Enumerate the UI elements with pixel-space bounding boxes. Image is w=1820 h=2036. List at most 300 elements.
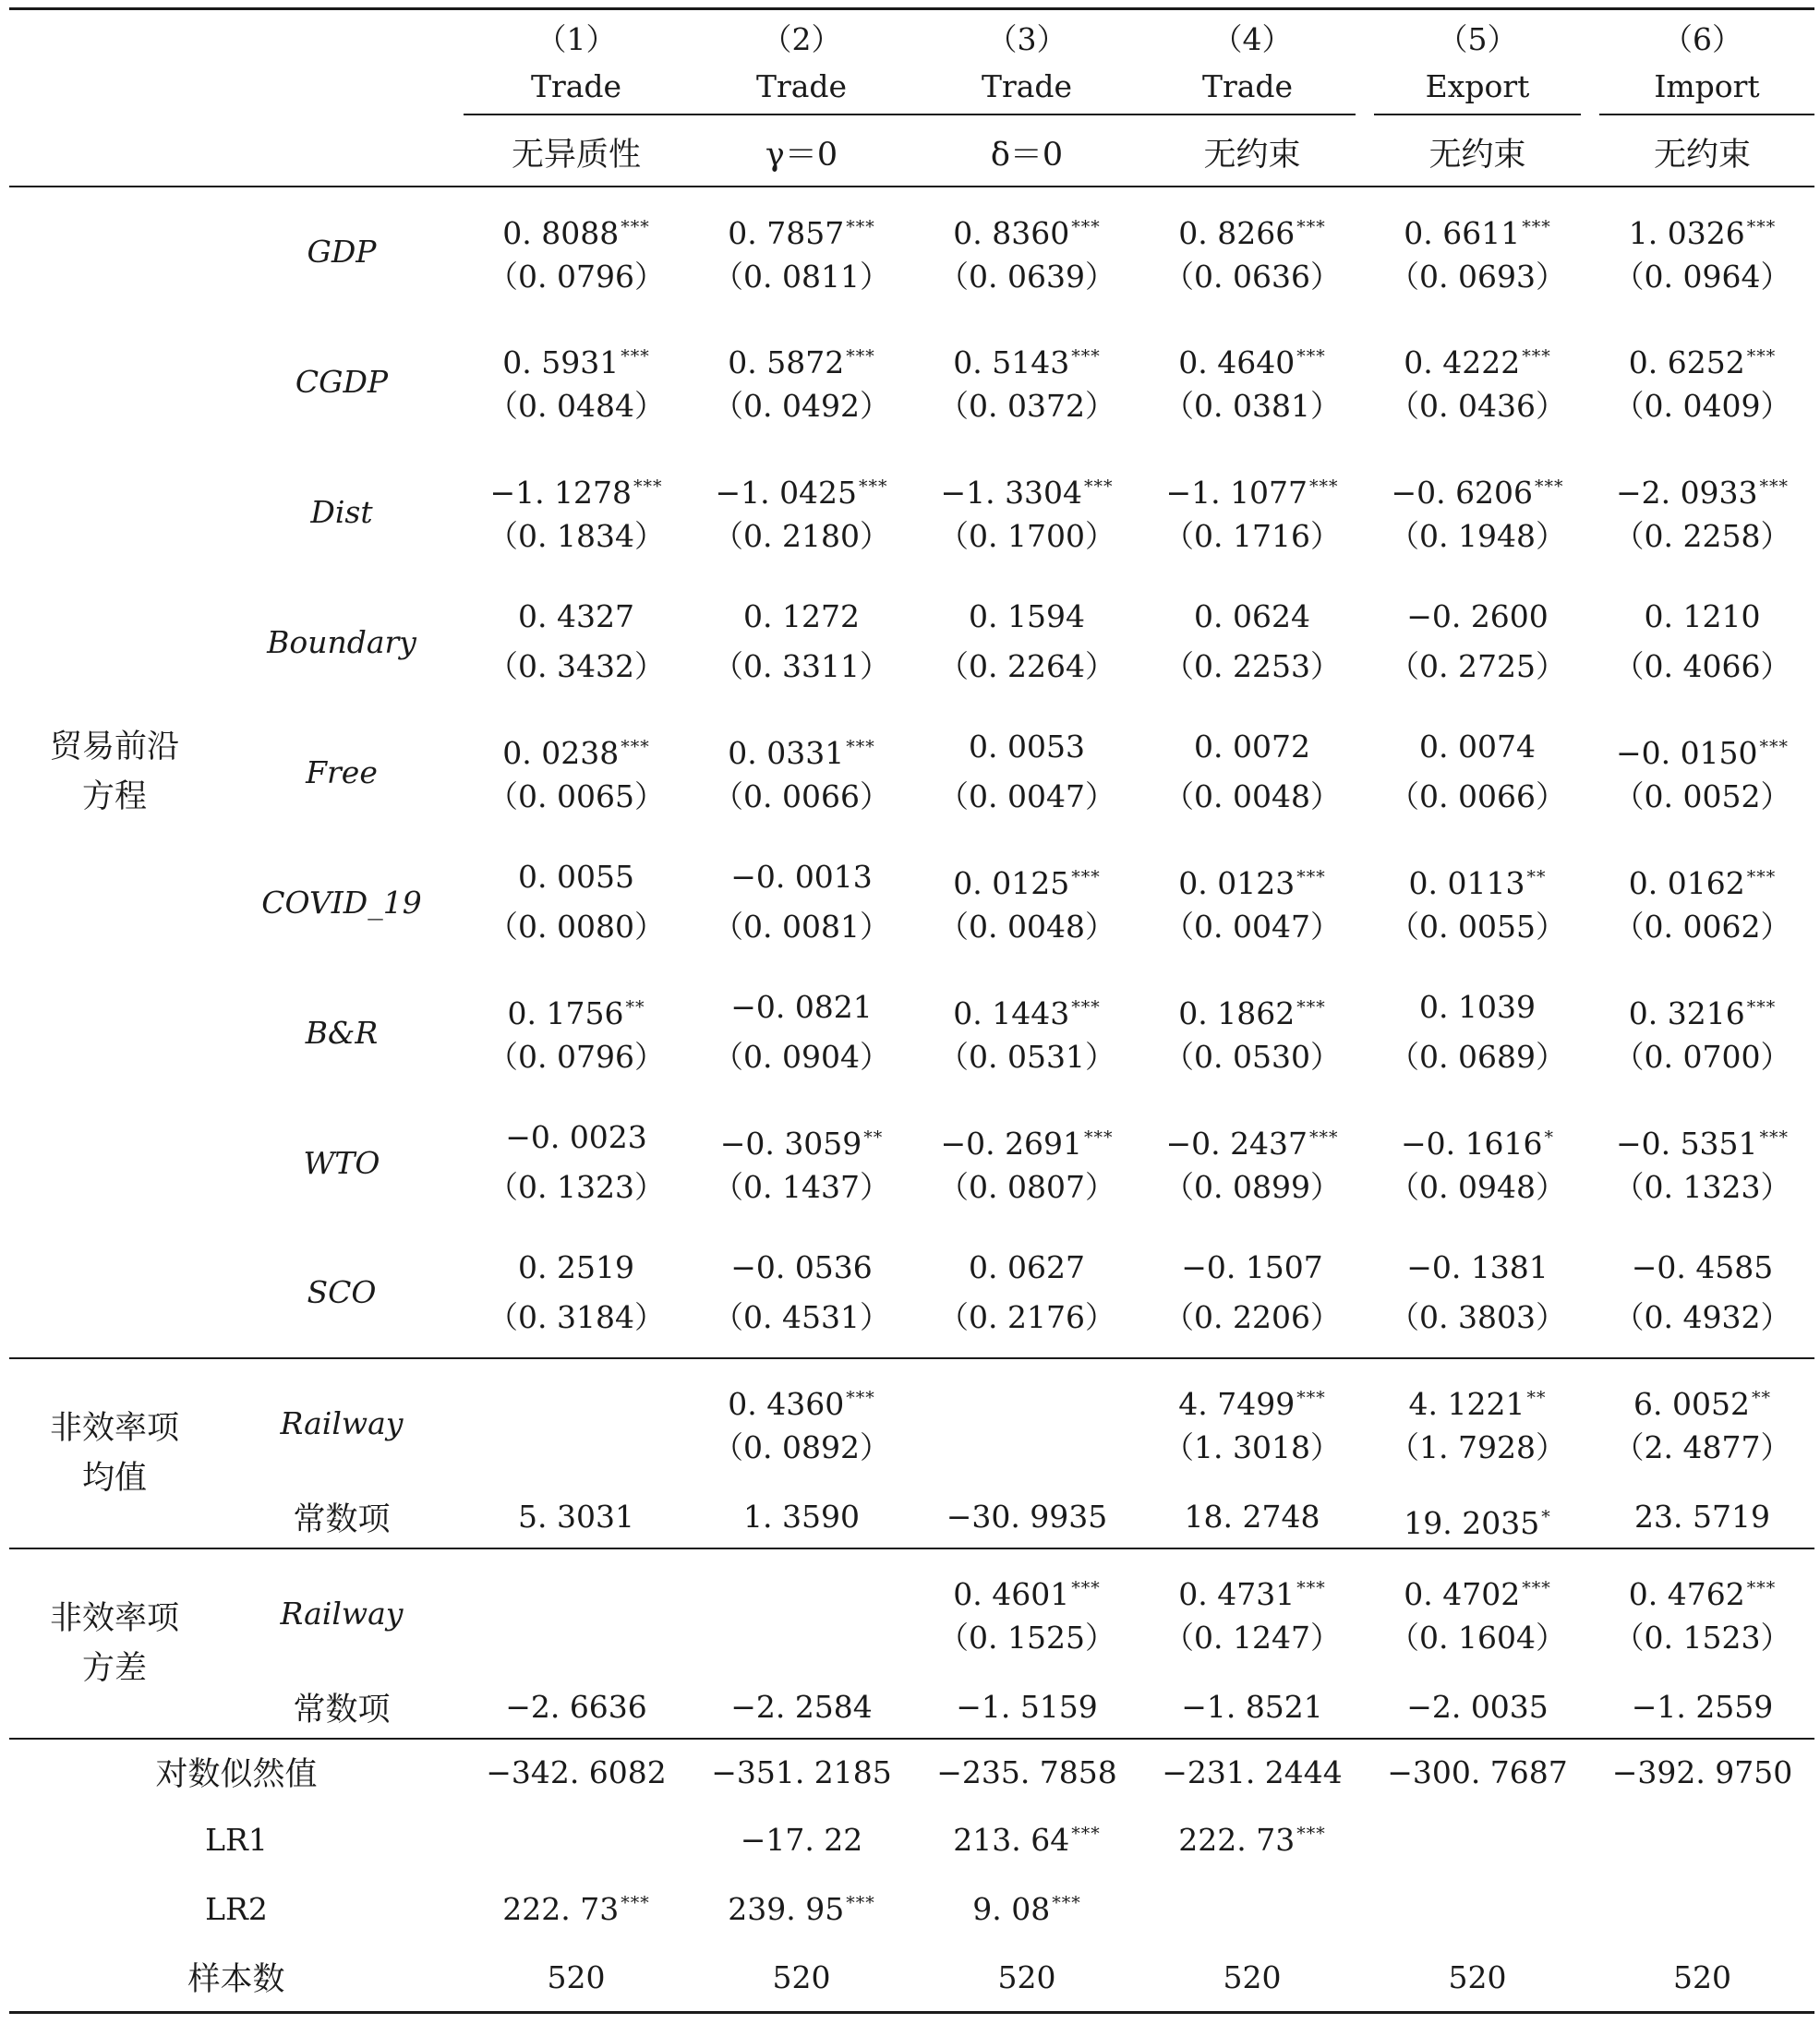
coefficient-value: 4. 1221: [1408, 1386, 1525, 1422]
coefficient-value: 23. 5719: [1634, 1499, 1770, 1535]
coefficient-value: 0. 0113: [1408, 865, 1525, 901]
coefficient-value: −0. 6206: [1391, 475, 1534, 511]
coefficient-value: 0. 5143: [953, 344, 1070, 380]
coefficient: [1590, 722, 1814, 772]
coefficient: [689, 722, 914, 772]
standard-error: （0. 0048）: [1163, 778, 1341, 814]
standard-error: [689, 1613, 914, 1663]
coef-cell: [1590, 1678, 1814, 1739]
coef-cell: [1365, 187, 1590, 317]
standard-error: （0. 0948）: [1389, 1169, 1566, 1205]
standard-error: （0. 0807）: [938, 1169, 1115, 1205]
significance-stars: ***: [621, 346, 650, 367]
statistic-row: [9, 1874, 1814, 1944]
variable-name: Dist: [310, 493, 373, 530]
dependent-variable: [1590, 65, 1814, 120]
coefficient: [1365, 1563, 1590, 1613]
significance-stars: ***: [1746, 867, 1777, 887]
coefficient-value: 0. 0162: [1628, 865, 1745, 901]
header-blank: [220, 9, 464, 65]
significance-stars: ***: [1296, 346, 1326, 367]
significance-stars: **: [863, 1127, 884, 1148]
standard-error: （0. 0796）: [488, 1039, 665, 1075]
coef-cell: [1365, 577, 1590, 707]
group-label-frontier: [9, 187, 220, 1358]
standard-error: （0. 1716）: [1163, 518, 1341, 554]
coefficient: [1365, 1492, 1590, 1542]
coef-cell: [1139, 837, 1365, 968]
coefficient: [1590, 1492, 1814, 1542]
header-blank: [220, 120, 464, 187]
column-number: （6）: [1662, 20, 1742, 57]
frontier-row: [9, 968, 1814, 1098]
coef-cell: [1365, 707, 1590, 837]
statistic-value: [689, 1874, 914, 1944]
significance-stars: ***: [1296, 216, 1326, 237]
standard-error: （0. 2264）: [938, 648, 1115, 684]
inefficiency-variance-row: [9, 1548, 1814, 1678]
coef-cell: [464, 1678, 689, 1739]
statistic-value: [689, 1739, 914, 1805]
coefficient: [1139, 1243, 1365, 1293]
standard-error: （0. 2725）: [1389, 648, 1566, 684]
significance-stars: ***: [846, 737, 875, 757]
coefficient: [689, 1492, 914, 1542]
significance-stars: ***: [1535, 476, 1564, 497]
coef-cell: [1365, 1548, 1590, 1678]
coefficient: [1139, 1563, 1365, 1613]
coef-cell: [1139, 707, 1365, 837]
coefficient-value: 0. 7857: [728, 214, 845, 251]
coefficient: [1365, 852, 1590, 902]
dependent-variable: [1139, 65, 1365, 120]
frontier-row: [9, 577, 1814, 707]
coefficient-value: −0. 4585: [1631, 1248, 1774, 1285]
variable-name: WTO: [303, 1144, 380, 1181]
coefficient: [464, 1682, 689, 1732]
coef-cell: [464, 187, 689, 317]
coefficient-value: 0. 1756: [507, 995, 624, 1031]
significance-stars: ***: [1071, 216, 1101, 237]
coefficient: [689, 852, 914, 902]
coef-cell: [464, 1228, 689, 1358]
statistic-value: [1590, 1944, 1814, 2013]
coefficient-value: 0. 0125: [953, 865, 1070, 901]
frontier-row: [9, 187, 1814, 317]
header-blank: [9, 120, 220, 187]
coef-cell: [689, 1228, 914, 1358]
statistic-number: −231. 2444: [1162, 1753, 1343, 1790]
constraint-label: 无约束: [1653, 137, 1751, 174]
coefficient: [914, 331, 1139, 381]
coefficient-value: 0. 0055: [518, 859, 634, 895]
coefficient: [1365, 722, 1590, 772]
variable-name: Free: [306, 753, 378, 790]
standard-error: （0. 0436）: [1389, 388, 1566, 424]
coefficient-value: 0. 0624: [1194, 598, 1310, 634]
coef-cell: [689, 447, 914, 577]
statistic-value: [1139, 1874, 1365, 1944]
coef-cell: [914, 1488, 1139, 1548]
coef-cell: [464, 447, 689, 577]
coef-cell: [914, 837, 1139, 968]
coef-cell: [914, 1548, 1139, 1678]
coef-cell: [464, 1098, 689, 1228]
standard-error: （0. 0381）: [1163, 388, 1341, 424]
coef-cell: [1365, 837, 1590, 968]
statistic-value: [1365, 1739, 1590, 1805]
statistic-number: 222. 73: [1178, 1821, 1296, 1858]
coef-cell: [1139, 1678, 1365, 1739]
coef-cell: [1139, 1358, 1365, 1488]
coefficient-value: 0. 5931: [502, 344, 620, 380]
standard-error: （0. 1700）: [938, 518, 1115, 554]
coefficient-value: 0. 1210: [1644, 598, 1761, 634]
coefficient: [1365, 592, 1590, 642]
inefficiency-mean-row: [9, 1358, 1814, 1488]
coefficient-value: 0. 0331: [728, 735, 845, 771]
coefficient-value: 0. 4731: [1178, 1576, 1296, 1612]
coefficient-value: 0. 2519: [518, 1248, 634, 1285]
coefficient-value: 0. 4762: [1628, 1576, 1745, 1612]
frontier-row: [9, 1098, 1814, 1228]
coefficient-value: −1. 2559: [1631, 1689, 1774, 1725]
coefficient-value: 6. 0052: [1633, 1386, 1750, 1422]
dependent-variable: [1365, 65, 1590, 120]
group-label-line: 均值: [81, 1459, 147, 1497]
coefficient: [464, 331, 689, 381]
coefficient: [1590, 1113, 1814, 1163]
coefficient: [464, 592, 689, 642]
standard-error: [464, 1613, 689, 1663]
statistic-value: [689, 1944, 914, 2013]
statistic-value: [1139, 1805, 1365, 1874]
column-number: （3）: [986, 20, 1067, 57]
coef-cell: [464, 707, 689, 837]
standard-error: （0. 0904）: [713, 1039, 890, 1075]
variable-name: Railway: [280, 1595, 404, 1632]
statistic-value: [464, 1739, 689, 1805]
coefficient: [1139, 462, 1365, 512]
coef-cell: [464, 1358, 689, 1488]
variable-name: Railway: [280, 1404, 404, 1441]
coef-cell: [689, 317, 914, 447]
coefficient: [464, 1243, 689, 1293]
coefficient: [914, 1563, 1139, 1613]
coefficient-value: −2. 2584: [730, 1689, 873, 1725]
coef-cell: [1139, 1488, 1365, 1548]
coef-cell: [1365, 1228, 1590, 1358]
coefficient: [1139, 202, 1365, 252]
statistic-value: [1139, 1739, 1365, 1805]
statistic-value: [689, 1805, 914, 1874]
significance-stars: ***: [1071, 997, 1101, 1018]
coefficient-value: 0. 0123: [1178, 865, 1296, 901]
coefficient-value: −0. 0023: [505, 1119, 647, 1155]
dependent-variable-label: Trade: [530, 68, 622, 104]
statistic-number: −300. 7687: [1387, 1753, 1568, 1790]
header-blank: [9, 65, 220, 120]
coef-cell: [464, 1548, 689, 1678]
standard-error: （0. 0052）: [1613, 778, 1791, 814]
coef-cell: [1365, 1678, 1590, 1739]
coefficient: [1139, 982, 1365, 1032]
dependent-underline: [689, 68, 914, 115]
coefficient: [914, 1492, 1139, 1542]
coefficient-value: 18. 2748: [1184, 1499, 1320, 1535]
coefficient-value: 0. 4222: [1404, 344, 1521, 380]
coef-cell: [1590, 1098, 1814, 1228]
frontier-row: [9, 837, 1814, 968]
coef-cell: [914, 317, 1139, 447]
group-label-line: 方差: [81, 1649, 147, 1687]
header-blank: [220, 65, 464, 120]
standard-error: （0. 1525）: [938, 1620, 1115, 1656]
coefficient: [1365, 1373, 1590, 1423]
standard-error: （0. 0892）: [713, 1429, 890, 1465]
coef-cell: [464, 577, 689, 707]
coefficient: [914, 722, 1139, 772]
coefficient: [464, 722, 689, 772]
standard-error: （0. 0047）: [1163, 909, 1341, 945]
frontier-row: [9, 707, 1814, 837]
dependent-underline: [914, 68, 1139, 115]
coefficient: [914, 202, 1139, 252]
coefficient-value: 0. 1272: [743, 598, 860, 634]
standard-error: （0. 0689）: [1389, 1039, 1566, 1075]
coefficient-value: 0. 3216: [1628, 995, 1745, 1031]
standard-error: （0. 3803）: [1389, 1298, 1566, 1335]
significance-stars: ***: [1084, 1127, 1114, 1148]
significance-stars: ***: [621, 737, 650, 757]
header-row-numbers: [9, 9, 1814, 65]
standard-error: （0. 0700）: [1613, 1039, 1791, 1075]
coef-cell: [1139, 577, 1365, 707]
coefficient: [1590, 852, 1814, 902]
header-row-dependent: [9, 65, 1814, 120]
significance-stars: ***: [1522, 346, 1551, 367]
statistic-number: 222. 73: [502, 1890, 620, 1927]
statistic-value: [1590, 1739, 1814, 1805]
coefficient-value: 0. 8360: [953, 214, 1070, 251]
significance-stars: ***: [1522, 216, 1551, 237]
coefficient-value: −2. 0933: [1615, 475, 1758, 511]
coef-cell: [464, 317, 689, 447]
standard-error: （0. 0492）: [713, 388, 890, 424]
constraint-label: 无约束: [1428, 137, 1526, 174]
significance-stars: ***: [1522, 1578, 1551, 1598]
statistic-row: [9, 1739, 1814, 1805]
constraint-label: δ＝0: [990, 137, 1064, 174]
coefficient: [464, 982, 689, 1032]
standard-error: （0. 0066）: [1389, 778, 1566, 814]
standard-error: （0. 4066）: [1613, 648, 1791, 684]
standard-error: （0. 0899）: [1163, 1169, 1341, 1205]
significance-stars: ***: [859, 476, 888, 497]
statistic-value: [464, 1944, 689, 2013]
statistic-number: 213. 64: [953, 1821, 1070, 1858]
coefficient-value: −0. 2600: [1406, 598, 1549, 634]
coef-cell: [1139, 317, 1365, 447]
statistic-number: −342. 6082: [486, 1753, 667, 1790]
statistic-number: 520: [997, 1958, 1056, 1995]
coef-cell: [689, 1358, 914, 1488]
coefficient: [914, 852, 1139, 902]
coefficient: [1139, 1373, 1365, 1423]
group-label-line: 非效率项: [49, 1599, 179, 1637]
coefficient: [1139, 1113, 1365, 1163]
coefficient: [689, 982, 914, 1032]
standard-error: （0. 0062）: [1613, 909, 1791, 945]
significance-stars: ***: [1296, 1578, 1326, 1598]
coef-cell: [689, 1098, 914, 1228]
group-label-line: 非效率项: [49, 1409, 179, 1447]
statistic-number: 9. 08: [972, 1890, 1051, 1927]
constraint-label: 无异质性: [511, 137, 641, 174]
statistic-number: 520: [1448, 1958, 1507, 1995]
coefficient-value: 0. 0053: [969, 729, 1085, 765]
coefficient: [1365, 1682, 1590, 1732]
variable-name: Boundary: [267, 623, 416, 660]
coefficient: [1590, 1243, 1814, 1293]
standard-error: （0. 0048）: [938, 909, 1115, 945]
coefficient-value: 0. 0627: [969, 1248, 1085, 1285]
statistic-value: [914, 1874, 1139, 1944]
standard-error: （0. 0693）: [1389, 258, 1566, 295]
coefficient: [914, 1373, 1139, 1423]
coefficient-value: 0. 1443: [953, 995, 1070, 1031]
coefficient: [464, 1563, 689, 1613]
coefficient-value: 0. 1862: [1178, 995, 1296, 1031]
significance-stars: *: [1544, 1127, 1555, 1148]
coefficient-value: −0. 2437: [1165, 1126, 1308, 1162]
coefficient-value: −1. 3304: [940, 475, 1083, 511]
coefficient: [464, 202, 689, 252]
significance-stars: ***: [1309, 476, 1339, 497]
standard-error: （0. 0409）: [1613, 388, 1791, 424]
coefficient-value: 0. 4327: [518, 598, 634, 634]
coefficient-value: −0. 1616: [1400, 1126, 1543, 1162]
statistic-label: LR2: [205, 1890, 268, 1927]
coef-cell: [1365, 1488, 1590, 1548]
statistic-number: −235. 7858: [936, 1753, 1117, 1790]
coefficient: [1590, 592, 1814, 642]
variable-name: 常数项: [293, 1501, 391, 1538]
significance-stars: ***: [846, 216, 875, 237]
coefficient: [1365, 202, 1590, 252]
standard-error: （0. 1323）: [488, 1169, 665, 1205]
column-number: （2）: [761, 20, 842, 57]
coef-cell: [914, 187, 1139, 317]
dependent-variable-label: Trade: [755, 68, 848, 104]
coef-cell: [1139, 187, 1365, 317]
constraint-label: 无约束: [1203, 137, 1301, 174]
coef-cell: [914, 447, 1139, 577]
dependent-variable-label: Export: [1425, 68, 1530, 104]
group-label-line: 贸易前沿: [49, 729, 179, 765]
statistic-value: [914, 1944, 1139, 2013]
coefficient-value: 0. 4640: [1178, 344, 1296, 380]
significance-stars: **: [1526, 867, 1547, 887]
coefficient: [464, 1373, 689, 1423]
standard-error: （0. 0964）: [1613, 258, 1791, 295]
coef-cell: [1139, 968, 1365, 1098]
group-label-mean: [9, 1358, 220, 1548]
coef-cell: [1590, 1548, 1814, 1678]
statistic-value: [464, 1874, 689, 1944]
dependent-variable: [464, 65, 689, 120]
coefficient: [689, 1563, 914, 1613]
dependent-variable-label: Trade: [1201, 68, 1294, 104]
standard-error: （0. 1437）: [713, 1169, 890, 1205]
significance-stars: ***: [1759, 737, 1790, 757]
significance-stars: ***: [846, 1892, 875, 1913]
coef-cell: [689, 1548, 914, 1678]
statistic-number: 520: [547, 1958, 606, 1995]
coefficient-value: −0. 2691: [940, 1126, 1083, 1162]
statistic-value: [1590, 1805, 1814, 1874]
coef-cell: [1365, 317, 1590, 447]
coefficient-value: −2. 6636: [505, 1689, 647, 1725]
coefficient-value: −0. 1381: [1406, 1248, 1549, 1285]
statistic-number: −351. 2185: [711, 1753, 892, 1790]
coefficient-value: −1. 1077: [1165, 475, 1308, 511]
coefficient-value: −0. 3059: [719, 1126, 862, 1162]
significance-stars: ***: [1759, 1127, 1790, 1148]
coef-cell: [914, 1228, 1139, 1358]
coefficient: [1139, 592, 1365, 642]
inefficiency-variance-row: [9, 1678, 1814, 1739]
header-row-constraint: [9, 120, 1814, 187]
coefficient-value: 0. 6611: [1404, 214, 1521, 251]
statistic-row: [9, 1944, 1814, 2013]
statistic-label: 样本数: [187, 1961, 285, 1999]
coef-cell: [464, 1488, 689, 1548]
coefficient-value: 1. 3590: [743, 1499, 860, 1535]
frontier-row: [9, 317, 1814, 447]
coefficient-value: −1. 0425: [715, 475, 858, 511]
coefficient-value: 19. 2035: [1404, 1505, 1540, 1541]
significance-stars: ***: [1746, 346, 1777, 367]
coef-cell: [1590, 707, 1814, 837]
standard-error: （0. 2258）: [1613, 518, 1791, 554]
coef-cell: [464, 837, 689, 968]
coefficient: [1365, 1113, 1590, 1163]
header-blank: [9, 9, 220, 65]
regression-table: [9, 7, 1814, 2014]
coef-cell: [1590, 317, 1814, 447]
standard-error: （0. 0636）: [1163, 258, 1341, 295]
coefficient: [1139, 1682, 1365, 1732]
dependent-variable-label: Import: [1654, 68, 1760, 104]
standard-error: [464, 1423, 689, 1473]
variable-name: COVID_19: [261, 884, 422, 921]
significance-stars: ***: [1296, 867, 1326, 887]
coefficient: [1590, 1563, 1814, 1613]
standard-error: （0. 0081）: [713, 909, 890, 945]
coefficient-value: 0. 8266: [1178, 214, 1296, 251]
coefficient: [689, 331, 914, 381]
coefficient: [689, 202, 914, 252]
variable-name: CGDP: [295, 363, 389, 400]
coefficient-value: 0. 5872: [728, 344, 845, 380]
significance-stars: ***: [846, 1388, 875, 1408]
column-number: （1）: [536, 20, 617, 57]
significance-stars: ***: [1746, 997, 1777, 1018]
coefficient-value: 0. 6252: [1628, 344, 1745, 380]
coefficient-value: 5. 3031: [518, 1499, 634, 1535]
coefficient: [689, 592, 914, 642]
